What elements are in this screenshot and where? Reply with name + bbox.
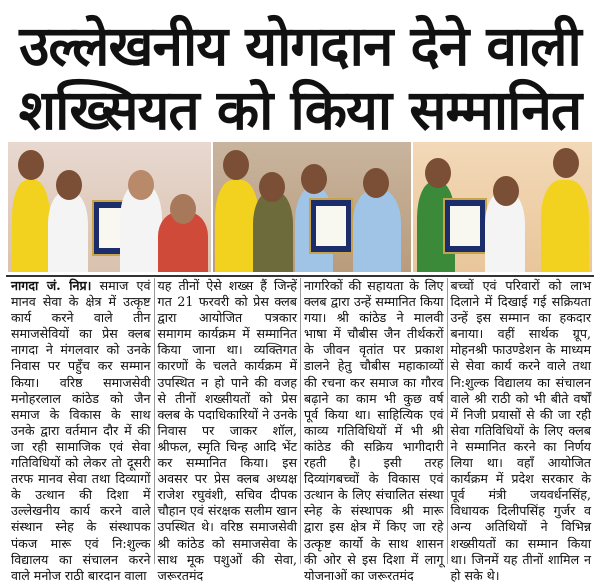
photo-felicitation-2 xyxy=(213,142,411,272)
article-column-3 xyxy=(301,278,448,583)
section-divider xyxy=(6,275,594,277)
headline xyxy=(0,0,600,140)
photo-strip xyxy=(8,142,592,272)
article-text: बच्चों एवं परिवारों को लाभ दिलाने में दिखाई गई सक्रियता उन्हें इस सम्मान का हकदार बनाया। वहीं सार्थक ग्रूप, मोहनश्री फाउण्डेशन के माध्यम से सेवा कार्य करने वाले तथा नि:शुल्क विद्यालय का संचालन वाले श्री राठी को भी बीते वर्षों में निजी प्रयासों से की जा रही सेवा गतिविधियों के लिए क्लब ने सम्मानित करने का निर्णय लिया था। वहाँ आयोजित कार्यक्रम में प्रदेश सरकार के पूर्व मंत्री जयवर्धनसिंह, विधायक दिलीपसिंह गुर्जर व अन्य अतिथियों ने विभिन्न शख्सीयतों का सम्मान किया था। जिनमें यह तीनों शामिल न हो सके थे। xyxy=(450,278,591,583)
article-column-1 xyxy=(8,278,155,583)
certificate-image xyxy=(309,198,353,254)
certificate-image xyxy=(443,198,487,254)
article-text: नागरिकों की सहायता के लिए क्लब द्वारा उन्हें सम्मानित किया गया। श्री कांठेड ने मालवी भाषा में चौबीस जैन तीर्थकरों के जीवन वृतांत पर प्रकाश डालने हेतु चौबीस महाकाव्यों की रचना कर समाज का गौरव बढ़ाने का काम भी कुछ वर्ष पूर्व किया था। साहित्यिक एवं काव्य गतिविधियों में भी श्री कांठेड की सक्रिय भागीदारी रहती है। इसी तरह दिव्यांगबच्चों के विकास एवं उत्थान के लिए संचालित संस्था स्नेह के संस्थापक श्री मारू द्वारा इस क्षेत्र में किए जा रहे उत्कृष्ट कार्यो के साथ शासन की ओर से इस दिशा में लागू योजनाओं का जरूरतमंद xyxy=(304,278,444,583)
article-text: यह तीनों ऐसे शख्स हैं जिन्हें गत 21 फरवरी को प्रेस क्लब द्वारा आयोजित पत्रकार समागम कार्यक्रम में सम्मानित किया जाना था। व्यक्तिगत कारणों के चलते कार्यक्रम में उपस्थित न हो पाने की वजह से तीनों शख्सीयतों को प्रेस क्लब के पदाधिकारियों ने उनके निवास पर जाकर शॉल, श्रीफल, स्मृति चिन्ह आदि भेंट कर सम्मानित किया। इस अवसर पर प्रेस क्लब अध्यक्ष राजेश रघुवंशी, सचिव दीपक चौहान एवं संरक्षक सलीम खान उपस्थित थे। वरिष्ठ समाजसेवी श्री कांठेड को समाजसेवा के साथ मूक पशुओं की सेवा, जरूरतमंद xyxy=(157,278,297,583)
dateline: नागदा जं. निप्र। xyxy=(11,278,92,293)
photo-felicitation-3 xyxy=(413,142,592,272)
article-column-4 xyxy=(448,278,595,583)
article-column-2 xyxy=(155,278,302,583)
photo-felicitation-1 xyxy=(8,142,211,272)
article-body xyxy=(8,278,594,583)
article-text: समाज एवं मानव सेवा के क्षेत्र में उत्कृष्ट कार्य करने वाले तीन समाजसेवियों का प्रेस क्लब नागदा ने मंगलवार को उनके निवास पर पहुँच कर सम्मान किया। वरिष्ठ समाजसेवी मनोहरलाल कांठेड को जैन समाज के विकास के साथ उनके द्वारा वर्तमान दौर में की जा रही सामाजिक एवं सेवा गतिविधियों को लेकर तो दूसरी तरफ मानव सेवा तथा दिव्यागों के उत्थान की दिशा में उल्लेखनीय कार्य करने वाले संस्थान स्नेह के संस्थापक पंकज मारू एवं नि:शुल्क विद्यालय का संचालन करने वाले मनोज राठी बारदान वाला xyxy=(11,278,151,583)
headline-line-1: उल्लेखनीय योगदान देने वाली xyxy=(19,14,581,78)
headline-line-2: शख्सियत को किया सम्मानित xyxy=(18,78,582,142)
